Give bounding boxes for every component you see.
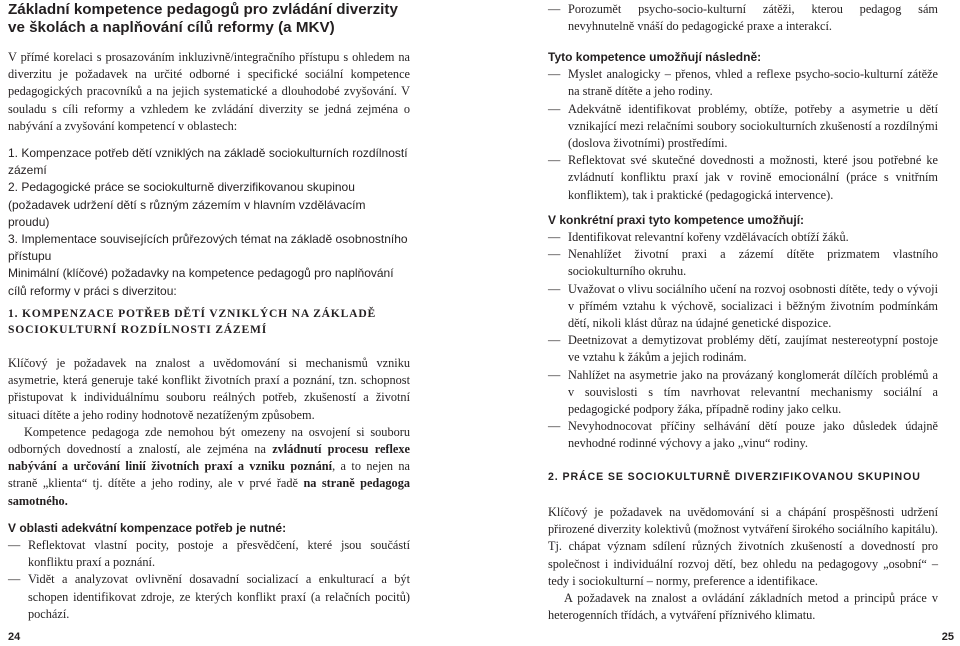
- section-2-heading-wrap: [548, 470, 938, 484]
- intro-paragraph: V přímé korelaci s prosazováním inkluzivně/integračního přístupu s ohledem na diverzitu je požadavek na určité odborné i specifické sociální kompetence pedagogických pracovníků a na jejich systematické a dlouhodobé zvyšování. V souladu s cíli reformy a vzhledem ke zvládání diverzity se jedná zejména o nabývání a zvyšování kompetencí v oblastech:: [8, 50, 410, 133]
- page-number-left: 24: [8, 631, 21, 643]
- area-item-2: 2. Pedagogické práce se sociokulturně diverzifikovanou skupinou (požadavek udržení dětí s různým zázemím v hlavním vzdělávacím proudu): [8, 180, 366, 229]
- adequate-item-1: — Reflektovat vlastní pocity, postoje a přesvědčení, které jsou součástí konfliktu praxí a poznání.: [8, 537, 410, 571]
- section-2-paragraph-2: A požadavek na znalost a ovládání základních metod a principů práce v heterogenních třídách, a vytváření příznivého klimatu.: [548, 591, 938, 623]
- practice-item-6: — Nevyhodnocovat příčiny selhávání dětí pouze jako důsledek údajně nevhodné rodinné výchovy a jako „vinu“ rodiny.: [548, 418, 938, 452]
- paragraph-2-text-c: , a to nejen na straně „klienta“ tj. dítěte a jeho rodiny, ale v prvé řadě: [8, 459, 410, 491]
- practice-item-2: — Nenahlížet životní praxi a zázemí dítěte prizmatem vlastního sociokulturního okruhu.: [548, 246, 938, 280]
- section-1-heading-line-1: 1. KOMPENZACE POTŘEB DĚTÍ VZNIKLÝCH NA ZÁKLADĚ: [8, 307, 377, 320]
- practice-item-1: — Identifikovat relevantní kořeny vzdělávacích obtíží žáků.: [548, 229, 938, 246]
- section-1-body: [8, 355, 410, 623]
- right-column-top: [548, 1, 938, 35]
- section-1-paragraph-2: [8, 424, 410, 510]
- adequate-item-2: — Vidět a analyzovat ovlivnění dosavadní socializací a enkulturací a být schopen identifikovat zdroje, ze kterých konflikt praxí (a relačních pocitů) pochází.: [8, 571, 410, 623]
- section-1-heading: [8, 306, 410, 338]
- practice-item-4: — Deetnizovat a demytizovat problémy dětí, zaujímat nestereotypní postoje ve vztahu k žákům a jejich rodinám.: [548, 332, 938, 366]
- paragraph-2-bold-b: zvládnutí procesu reflexe nabývání a určování linií životních praxí a vzniku poznání: [8, 442, 410, 474]
- right-page: [480, 0, 960, 646]
- enable-item-1: — Myslet analogicky – přenos, vhled a reflexe psycho-socio-kulturní zátěže na straně dítěte a jeho rodiny.: [548, 66, 938, 100]
- paragraph-2-bold-d: na straně pedagoga samotného.: [8, 476, 410, 508]
- area-item-3: 3. Implementace souvisejících průřezových témat na základě osobnostního přístupu: [8, 232, 408, 264]
- page-title: [8, 1, 428, 37]
- practice-heading: V konkrétní praxi tyto kompetence umožňují:: [548, 212, 805, 227]
- title-line-2: ve školách a naplňování cílů reformy (a MKV): [8, 19, 335, 36]
- section-2-body: [548, 504, 938, 624]
- adequate-heading: V oblasti adekvátní kompenzace potřeb je nutné:: [8, 520, 287, 535]
- section-2-heading: 2. PRÁCE SE SOCIOKULTURNĚ DIVERZIFIKOVANOU SKUPINOU: [548, 471, 921, 483]
- section-1-heading-line-2: SOCIOKULTURNÍ ROZDÍLNOSTI ZÁZEMÍ: [8, 323, 268, 336]
- paragraph-2-text-a: Kompetence pedagoga zde nemohou být omezeny na osvojení si souboru odborných dovedností a znalostí, ale zejména na: [8, 424, 410, 457]
- left-column-top: [8, 49, 410, 135]
- section-1-paragraph-1: Klíčový je požadavek na znalost a uvědomování si mechanismů vzniku asymetrie, která generuje také konflikt životních praxí a poznání, tzn. schopnost přistupovat k individuálnímu souboru reálných potřeb, zkušeností a životní situaci dítěte a jeho rodiny hodnotově nezatíženým způsobem.: [8, 356, 410, 422]
- top-item: — Porozumět psycho-socio-kulturní zátěži, kterou pedagog sám nevyhnutelně vnáší do pedagogické praxe a interakcí.: [548, 1, 938, 35]
- page-number-right: 25: [941, 631, 954, 643]
- practice-item-3: — Uvažovat o vlivu sociálního učení na rozvoj osobnosti dítěte, tedy o vývoji v přímém vztahu k výchově, socializaci i běžným životním podmínkám dětí, nikoli klást důraz na údajné genetické dispozice.: [548, 281, 938, 333]
- enable-item-3: — Reflektovat své skutečné dovednosti a možnosti, které jsou potřebné ke zvládnutí konfliktu praxí jak v rovině emocionální (práce s vnitřním konfliktem), tak i praktické (pedagogická intervence).: [548, 152, 938, 204]
- competence-areas: [8, 145, 410, 300]
- minimal-requirements: Minimální (klíčové) požadavky na kompetence pedagogů pro naplňování cílů reformy v práci s diverzitou:: [8, 266, 394, 298]
- enable-block: [548, 49, 938, 453]
- area-item-1: 1. Kompenzace potřeb dětí vzniklých na základě sociokulturních rozdílností zázemí: [8, 146, 408, 178]
- section-2-paragraph-1: Klíčový je požadavek na uvědomování si a chápání prospěšnosti udržení přirozené diverzity kolektivů (možnost vytváření širokého sociálního kapitálu). Tj. chápat význam sdílení různých životních zkušeností a dovedností pro společnost i individuální rozvoj dětí, bez ohledu na pedagogovy „osobní“ – tedy i sociokulturní – normy, preference a identifikace.: [548, 505, 938, 588]
- enable-item-2: — Adekvátně identifikovat problémy, obtíže, potřeby a asymetrie u dětí vznikající mezi relačními soubory sociokulturních zkušeností a rozdílnými (doslova životními) prostředími.: [548, 101, 938, 153]
- practice-item-5: — Nahlížet na asymetrie jako na provázaný konglomerát dílčích problémů a v souvislosti s tím navrhovat relevantní mechanismy sociální a pedagogické podpory žáka, případně rodiny jako celku.: [548, 367, 938, 419]
- enable-heading: Tyto kompetence umožňují následně:: [548, 50, 762, 64]
- title-line-1: Základní kompetence pedagogů pro zvládání diverzity: [8, 1, 398, 18]
